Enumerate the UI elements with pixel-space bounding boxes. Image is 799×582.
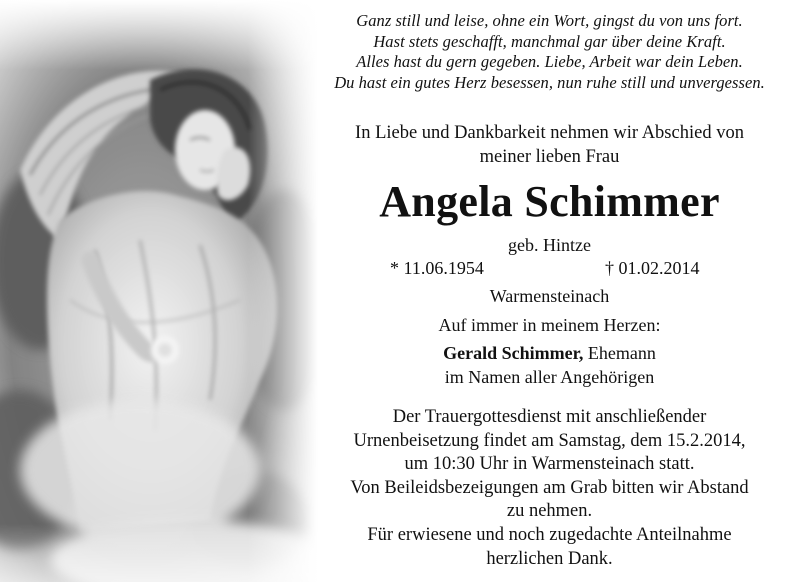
service-line: um 10:30 Uhr in Warmensteinach statt. xyxy=(404,454,695,475)
obituary-text xyxy=(300,0,799,582)
service-line: Der Trauergottesdienst mit anschließender xyxy=(392,407,707,427)
intro-line: meiner lieben Frau xyxy=(479,146,620,167)
poem xyxy=(300,11,799,93)
poem-line: Du hast ein gutes Herz besessen, nun ruhe still und unvergessen. xyxy=(334,72,765,92)
service-line: Für erwiesene und noch zugedachte Anteilnahme xyxy=(367,524,732,545)
service-line: zu nehmen. xyxy=(506,501,593,522)
service-info xyxy=(300,406,799,571)
maiden-name: geb. Hintze xyxy=(508,235,591,255)
service-line: herzlichen Dank. xyxy=(486,548,613,569)
intro-line: In Liebe und Dankbarkeit nehmen wir Abschied von xyxy=(355,123,744,143)
poem-line: Hast stets geschafft, manchmal gar über deine Kraft. xyxy=(373,31,726,51)
poem-line: Ganz still und leise, ohne ein Wort, gingst du von uns fort. xyxy=(356,11,743,30)
family-line: im Namen aller Angehörigen xyxy=(444,367,655,387)
birth-date: * 11.06.1954 xyxy=(390,258,484,278)
poem-line: Alles hast du gern gegeben. Liebe, Arbeit war dein Leben. xyxy=(356,52,743,72)
intro-text xyxy=(300,122,799,169)
service-line: Von Beileidsbezeigungen am Grab bitten wir Abstand xyxy=(350,477,749,498)
death-date: † 01.02.2014 xyxy=(605,258,700,278)
place: Warmensteinach xyxy=(489,286,610,306)
signer xyxy=(300,342,799,365)
angel-illustration xyxy=(0,0,318,582)
deceased-name: Angela Schimmer xyxy=(379,177,720,226)
service-line: Urnenbeisetzung findet am Samstag, dem 15.2.2014, xyxy=(353,430,746,451)
signer-relation: Ehemann xyxy=(587,343,656,363)
dedication-line: Auf immer in meinem Herzen: xyxy=(438,315,661,335)
signer-name: Gerald Schimmer, xyxy=(443,343,584,363)
